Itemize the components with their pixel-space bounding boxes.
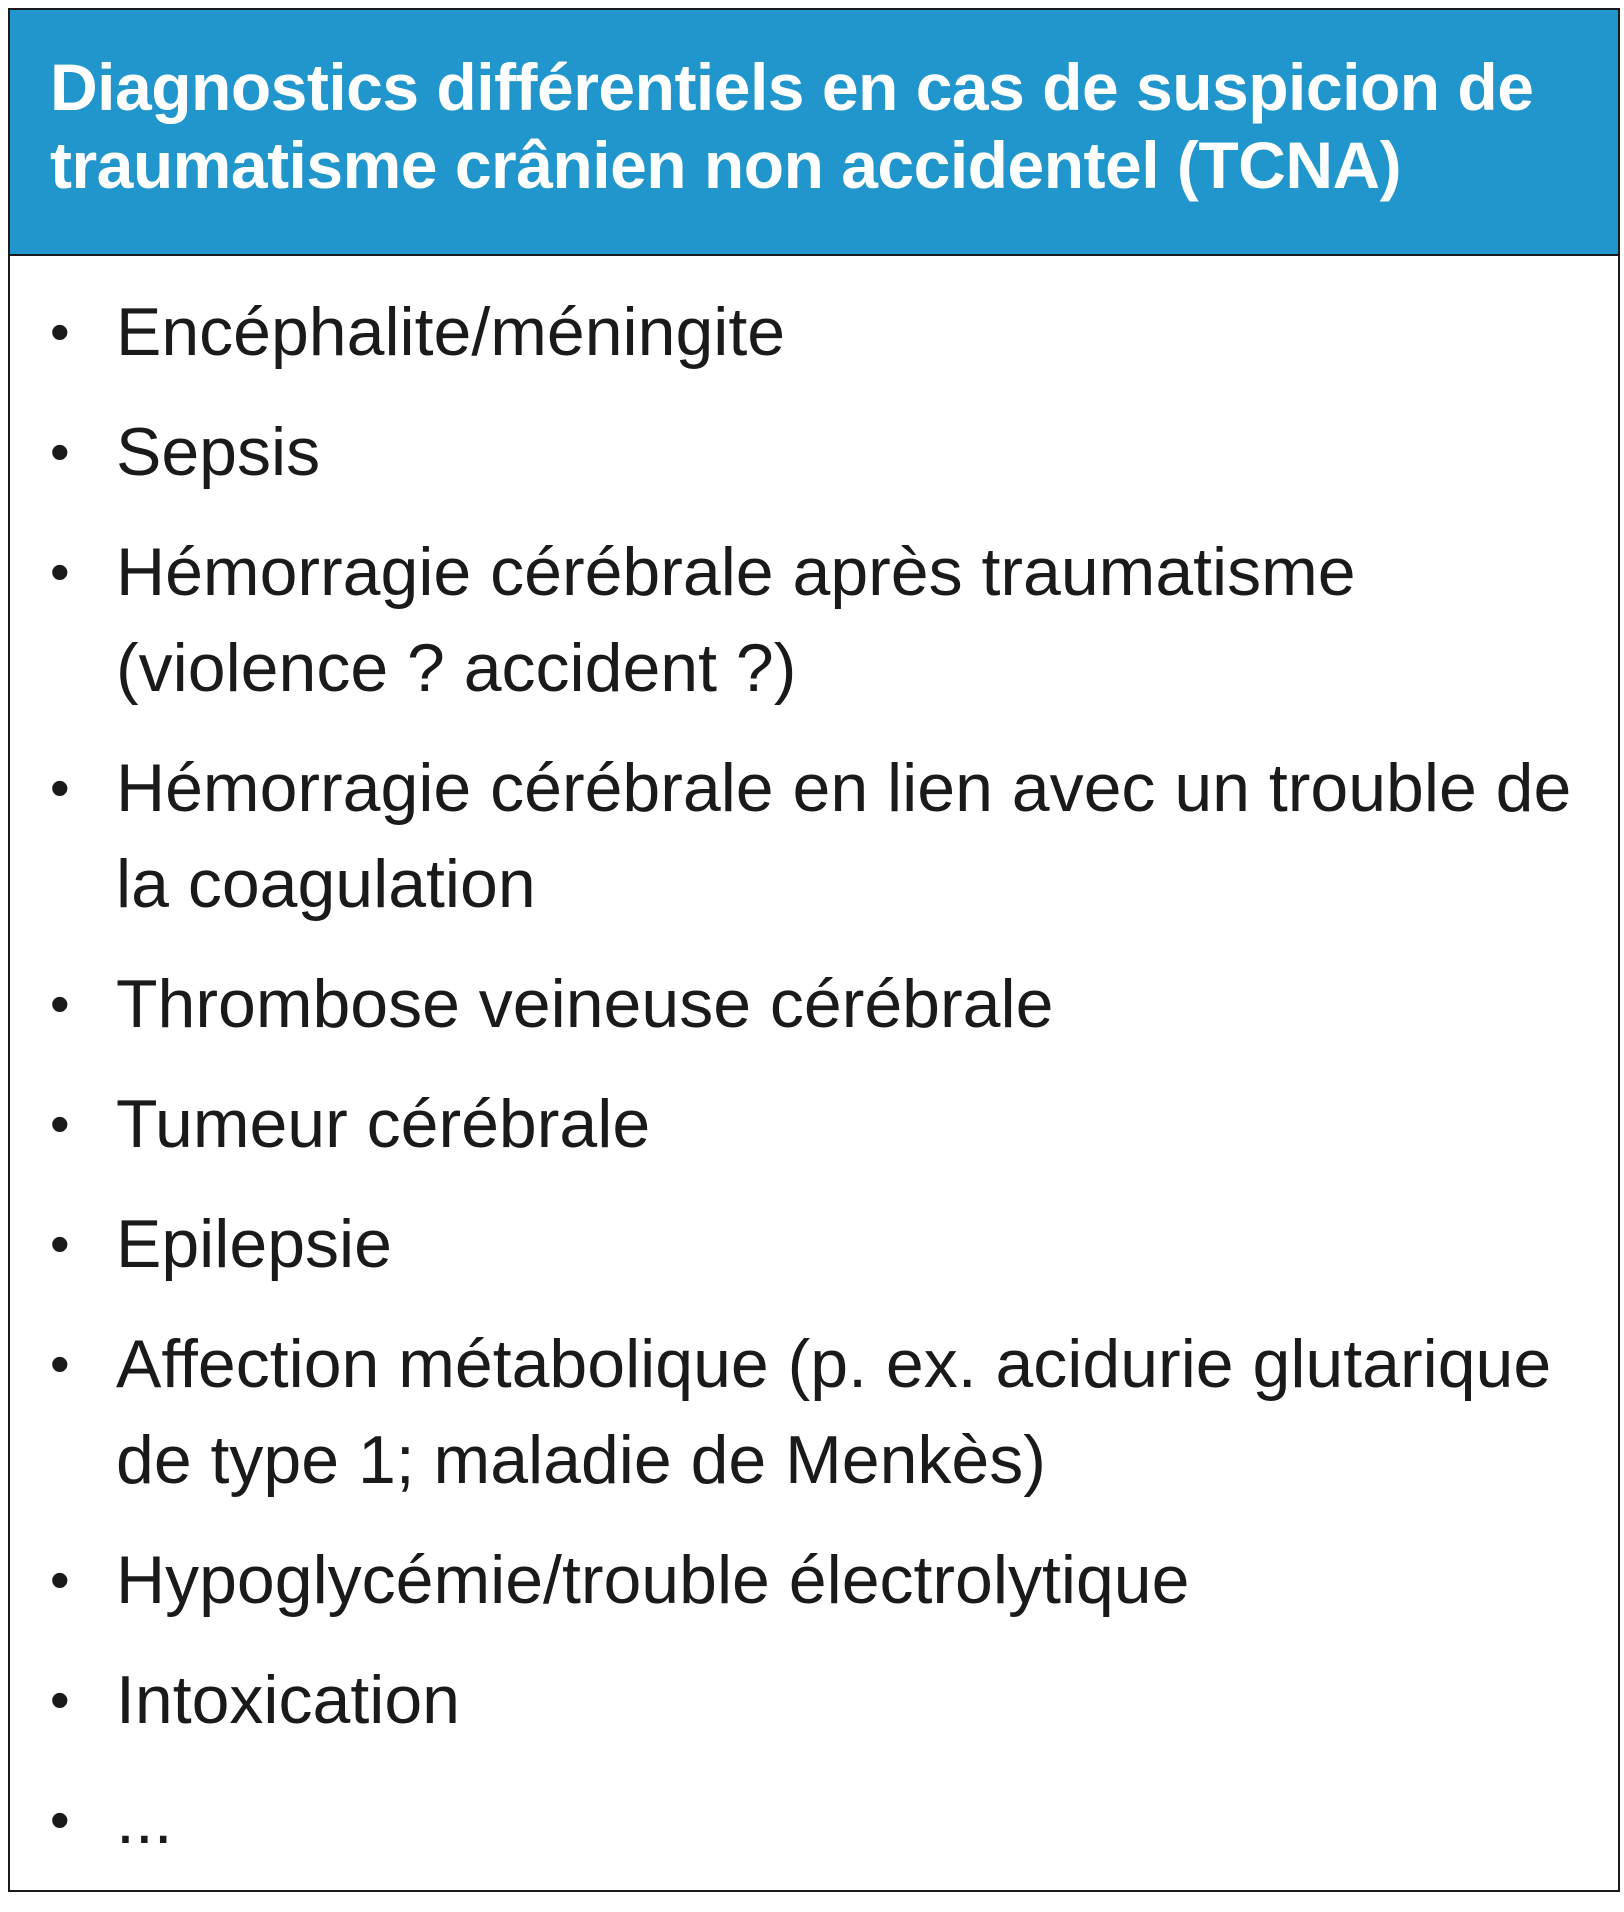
box-title: Diagnostics différentiels en cas de suspicion de traumatisme crânien non accidentel (TCNA) (50, 50, 1534, 202)
list-item (50, 404, 1598, 500)
list-item-text: Hypoglycémie/trouble électrolytique (116, 1542, 1190, 1618)
bullet-icon: • (50, 1668, 70, 1731)
list-item-text: Encéphalite/méningite (116, 294, 786, 370)
list-item-text: ... (116, 1782, 173, 1858)
diagnosis-list (10, 256, 1618, 1868)
list-item (50, 740, 1598, 932)
list-item (50, 1772, 1598, 1868)
bullet-icon: • (50, 300, 70, 363)
list-item (50, 284, 1598, 380)
bullet-icon: • (50, 972, 70, 1035)
list-item-text: Sepsis (116, 414, 321, 490)
list-item (50, 1532, 1598, 1628)
bullet-icon: • (50, 1092, 70, 1155)
list-item-text: Hémorragie cérébrale en lien avec un trouble de la coagulation (116, 750, 1572, 922)
bullet-icon: • (50, 1548, 70, 1611)
list-item (50, 1076, 1598, 1172)
list-item-text: Thrombose veineuse cérébrale (116, 966, 1054, 1042)
bullet-icon: • (50, 540, 70, 603)
differential-diagnosis-box (8, 8, 1620, 1892)
list-item (50, 1196, 1598, 1292)
list-item (50, 956, 1598, 1052)
list-item (50, 1316, 1598, 1508)
list-item (50, 1652, 1598, 1748)
bullet-icon: • (50, 756, 70, 819)
bullet-icon: • (50, 1332, 70, 1395)
list-item-text: Epilepsie (116, 1206, 392, 1282)
list-item-text: Hémorragie cérébrale après traumatisme (violence ? accident ?) (116, 534, 1356, 706)
bullet-icon: • (50, 420, 70, 483)
box-header (10, 10, 1618, 256)
bullet-icon: • (50, 1788, 70, 1851)
bullet-icon: • (50, 1212, 70, 1275)
list-item-text: Affection métabolique (p. ex. acidurie glutarique de type 1; maladie de Menkès) (116, 1326, 1552, 1498)
list-item-text: Tumeur cérébrale (116, 1086, 651, 1162)
list-item (50, 524, 1598, 716)
list-item-text: Intoxication (116, 1662, 460, 1738)
